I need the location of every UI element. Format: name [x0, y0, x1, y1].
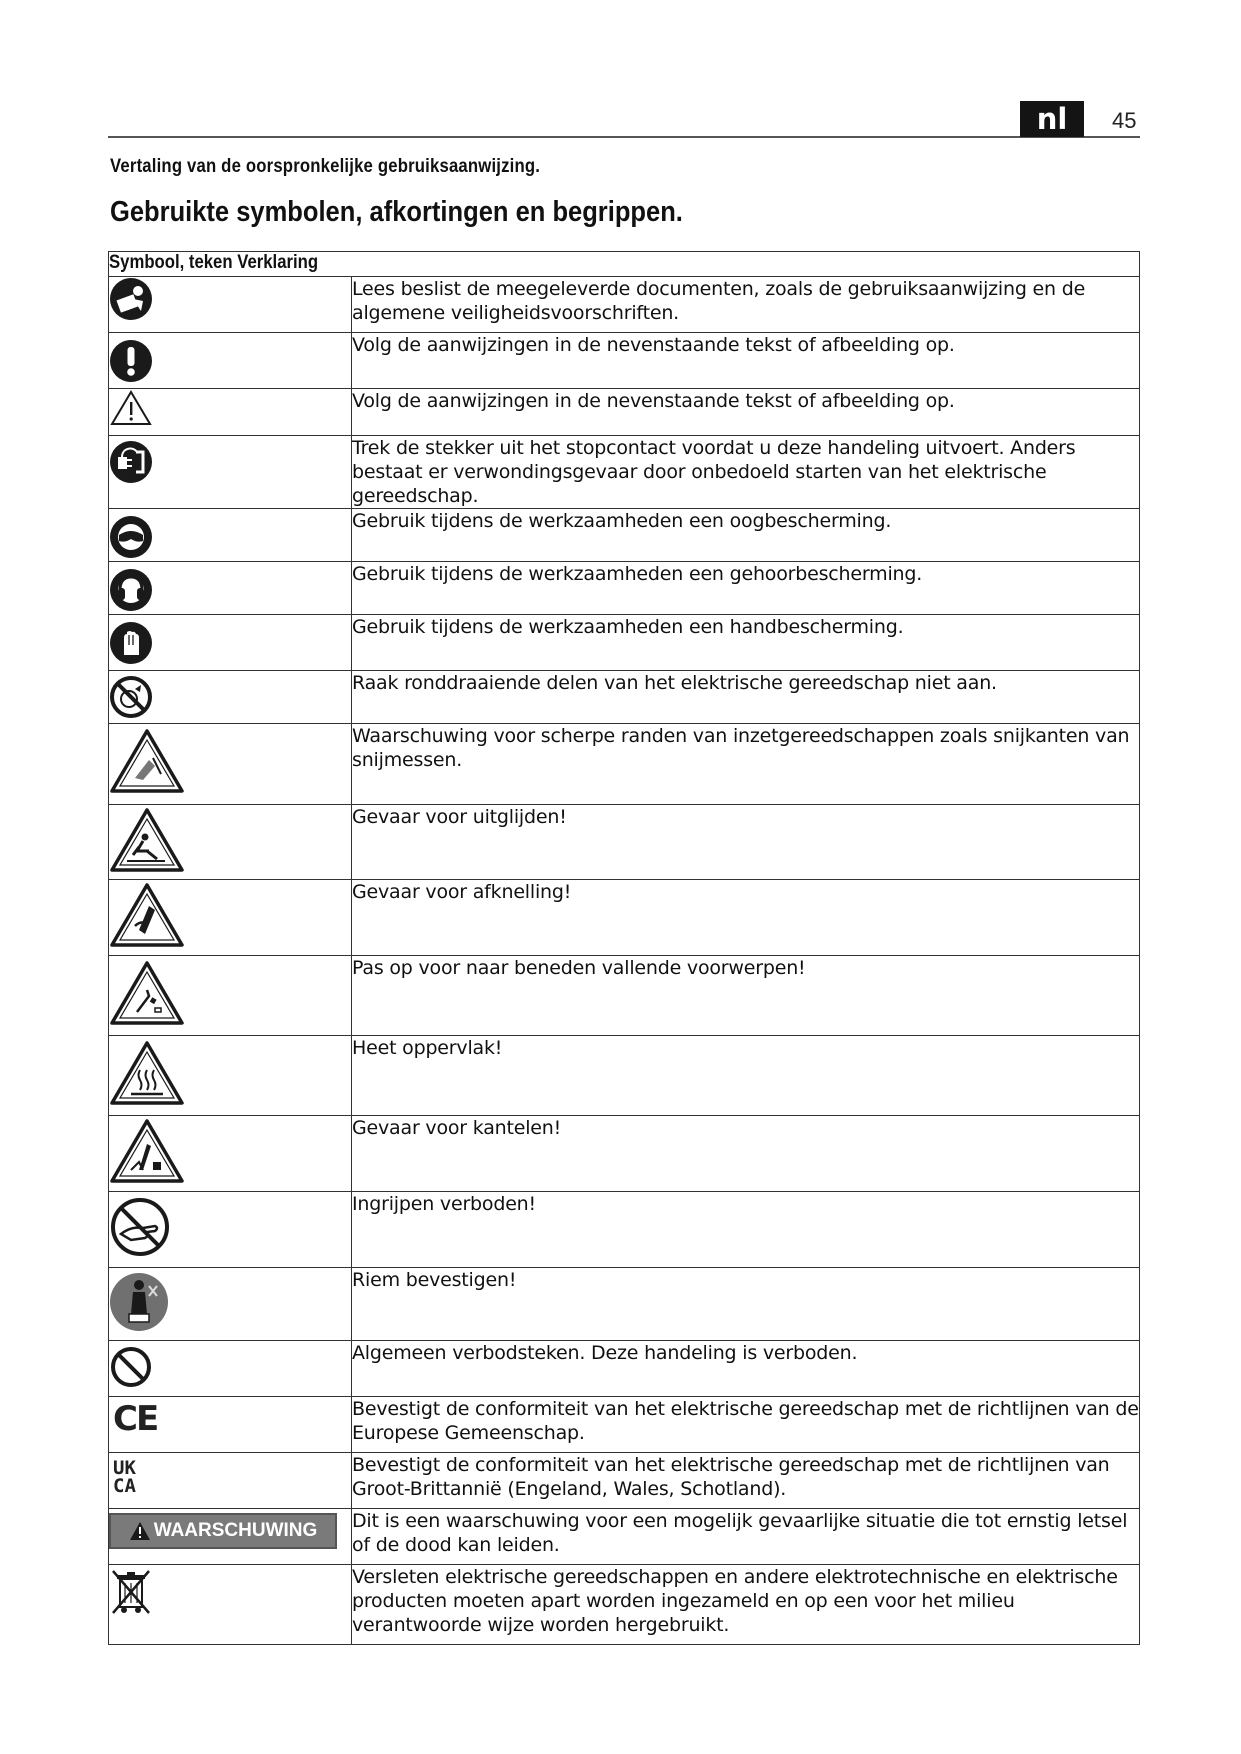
explanation-cell: Bevestigt de conformiteit van het elektrische gereedschap met de richtlijnen van de Europese Gemeenschap. — [352, 1397, 1140, 1453]
explanation-cell: Gevaar voor uitglijden! — [352, 805, 1140, 880]
symbol-cell — [109, 1341, 352, 1397]
prohibition-icon — [109, 1345, 153, 1389]
table-row — [109, 956, 1140, 1036]
no-reach-in-icon — [109, 1196, 171, 1258]
explanation-cell: Gebruik tijdens de werkzaamheden een handbescherming. — [352, 615, 1140, 671]
explanation-cell: Gevaar voor afknelling! — [352, 880, 1140, 956]
page-number: 45 — [1112, 108, 1137, 133]
table-row — [109, 509, 1140, 562]
sharp-edges-warning-icon — [109, 728, 185, 794]
read-manual-icon — [109, 277, 153, 321]
explanation-cell: Riem bevestigen! — [352, 1268, 1140, 1341]
falling-objects-warning-icon — [109, 960, 185, 1026]
table-row — [109, 724, 1140, 805]
symbols-table — [108, 251, 1140, 1645]
table-row — [109, 436, 1140, 509]
table-row — [109, 1565, 1140, 1645]
explanation-cell: Bevestigt de conformiteit van het elektrische gereedschap met de richtlijnen van Groot-Brittannië (Engeland, Wales, Schotland). — [352, 1453, 1140, 1509]
symbol-cell — [109, 1116, 352, 1192]
table-row — [109, 1509, 1140, 1565]
table-row — [109, 615, 1140, 671]
symbol-cell — [109, 277, 352, 333]
symbol-cell — [109, 880, 352, 956]
table-row — [109, 671, 1140, 724]
explanation-cell: Raak ronddraaiende delen van het elektrische gereedschap niet aan. — [352, 671, 1140, 724]
symbol-cell — [109, 333, 352, 389]
explanation-cell: Volg de aanwijzingen in de nevenstaande tekst of afbeelding op. — [352, 389, 1140, 436]
table-row — [109, 277, 1140, 333]
symbol-cell — [109, 1509, 352, 1565]
symbol-cell — [109, 724, 352, 805]
hot-surface-warning-icon — [109, 1040, 185, 1106]
page-title: Gebruikte symbolen, afkortingen en begrippen. — [110, 196, 683, 228]
warning-label-text: WAARSCHUWING — [153, 1520, 318, 1541]
symbol-cell — [109, 956, 352, 1036]
header-rule — [108, 136, 1140, 138]
table-row — [109, 805, 1140, 880]
unplug-icon — [109, 440, 153, 484]
warning-triangle-icon — [109, 389, 153, 427]
symbol-cell — [109, 389, 352, 436]
explanation-cell: Ingrijpen verboden! — [352, 1192, 1140, 1268]
symbol-cell — [109, 615, 352, 671]
explanation-cell: Waarschuwing voor scherpe randen van inzetgereedschappen zoals snijkanten van snijmessen. — [352, 724, 1140, 805]
symbol-cell — [109, 1397, 352, 1453]
explanation-cell: Heet oppervlak! — [352, 1036, 1140, 1116]
ukca-mark-icon — [113, 1459, 351, 1495]
language-tag: nl — [1020, 101, 1084, 137]
explanation-cell: Gevaar voor kantelen! — [352, 1116, 1140, 1192]
symbol-cell — [109, 509, 352, 562]
warning-label-icon — [109, 1513, 337, 1549]
table-row — [109, 333, 1140, 389]
ear-protection-icon — [109, 568, 153, 612]
table-row — [109, 1192, 1140, 1268]
explanation-cell: Lees beslist de meegeleverde documenten, zoals de gebruiksaanwijzing en de algemene veiligheidsvoorschriften. — [352, 277, 1140, 333]
crush-warning-icon — [109, 882, 185, 948]
table-row — [109, 880, 1140, 956]
symbol-cell — [109, 436, 352, 509]
symbol-cell — [109, 805, 352, 880]
symbol-cell — [109, 671, 352, 724]
explanation-cell: Algemeen verbodsteken. Deze handeling is verboden. — [352, 1341, 1140, 1397]
fasten-strap-icon — [109, 1272, 169, 1332]
table-header-row — [109, 252, 1140, 277]
symbol-cell — [109, 1192, 352, 1268]
warning-triangle-small-icon — [129, 1521, 151, 1541]
table-row — [109, 389, 1140, 436]
ukca-line-1: UK — [113, 1457, 136, 1479]
table-row — [109, 1341, 1140, 1397]
explanation-cell: Gebruik tijdens de werkzaamheden een oogbescherming. — [352, 509, 1140, 562]
weee-bin-icon — [109, 1567, 153, 1617]
table-row — [109, 1397, 1140, 1453]
table-row — [109, 562, 1140, 615]
symbol-cell — [109, 1565, 352, 1645]
symbol-cell — [109, 1268, 352, 1341]
explanation-cell: Trek de stekker uit het stopcontact voordat u deze handeling uitvoert. Anders bestaat er verwondingsgevaar door onbedoeld starten van het elektrische gereedschap. — [352, 436, 1140, 509]
explanation-cell: Volg de aanwijzingen in de nevenstaande tekst of afbeelding op. — [352, 333, 1140, 389]
explanation-cell: Pas op voor naar beneden vallende voorwerpen! — [352, 956, 1140, 1036]
table-row — [109, 1268, 1140, 1341]
table-row — [109, 1116, 1140, 1192]
tipping-warning-icon — [109, 1118, 185, 1184]
exclamation-circle-icon — [109, 339, 153, 383]
symbol-cell — [109, 1036, 352, 1116]
table-row — [109, 1453, 1140, 1509]
no-touch-rotating-icon — [109, 675, 153, 719]
document-subtitle: Vertaling van de oorspronkelijke gebruiksaanwijzing. — [110, 156, 541, 177]
eye-protection-icon — [109, 515, 153, 559]
hand-protection-icon — [109, 621, 153, 665]
ce-mark-icon: CE — [113, 1399, 158, 1439]
table-row — [109, 1036, 1140, 1116]
table-header: Symbool, teken Verklaring — [109, 252, 1140, 277]
ukca-line-2: CA — [113, 1475, 136, 1497]
symbol-cell — [109, 562, 352, 615]
explanation-cell: Gebruik tijdens de werkzaamheden een gehoorbescherming. — [352, 562, 1140, 615]
explanation-cell: Dit is een waarschuwing voor een mogelijk gevaarlijke situatie die tot ernstig letsel of de dood kan leiden. — [352, 1509, 1140, 1565]
symbol-cell — [109, 1453, 352, 1509]
slip-warning-icon — [109, 807, 185, 873]
explanation-cell: Versleten elektrische gereedschappen en andere elektrotechnische en elektrische producten moeten apart worden ingezameld en op een voor het milieu verantwoorde wijze worden hergebruikt. — [352, 1565, 1140, 1645]
